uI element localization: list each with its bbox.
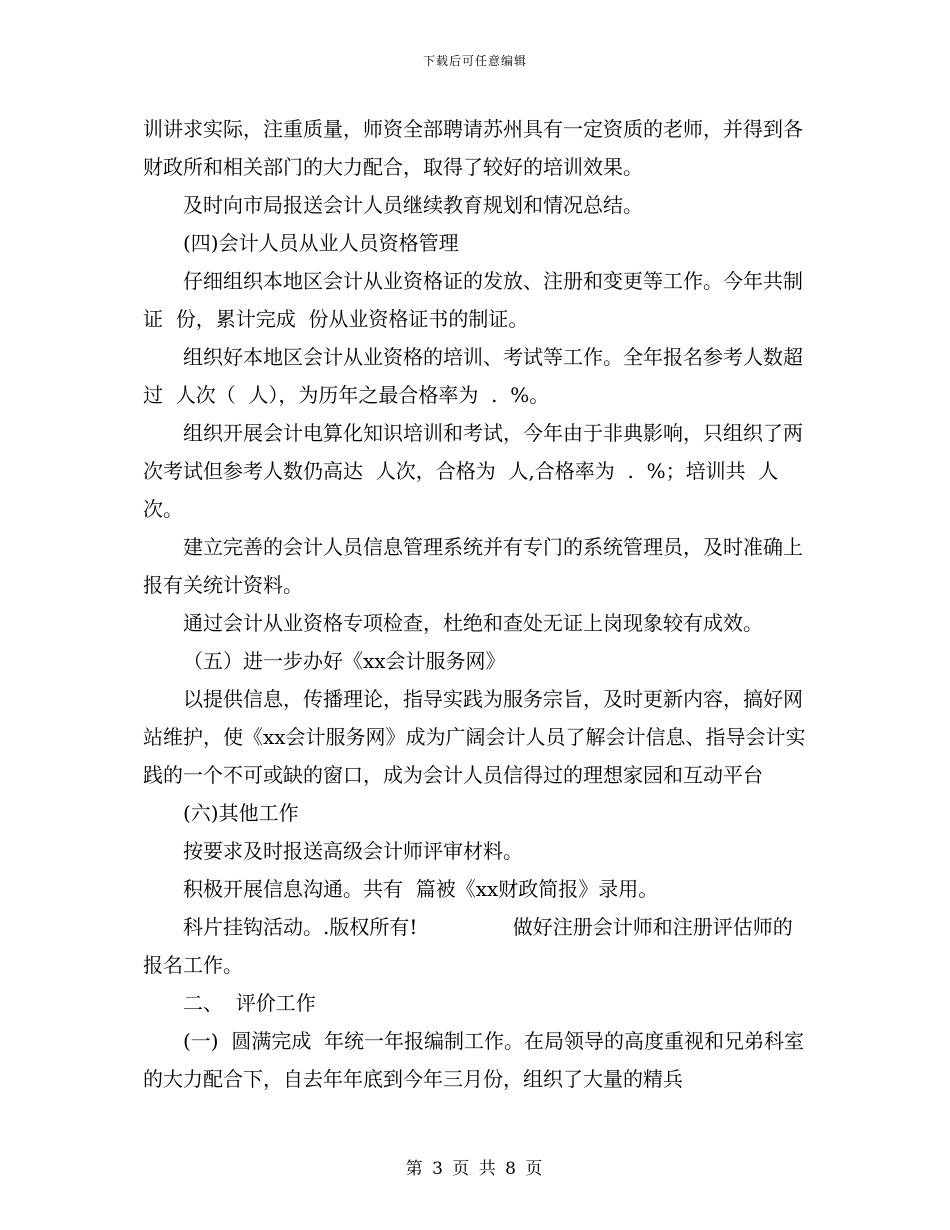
paragraph: 以提供信息，传播理论，指导实践为服务宗旨，及时更新内容，搞好网站维护，使《xx会计服务网》成为广阔会计人员了解会计信息、指导会计实践的一个不可或缺的窗口，成为会计人员信得过的理想家园和互动平台 xyxy=(143,687,806,787)
paragraph: 组织开展会计电算化知识培训和考试，今年由于非典影响，只组织了两次考试但参考人数仍高达 人次，合格为 人,合格率为 . %；培训共 人次。 xyxy=(143,421,803,521)
paragraph: (一) 圆满完成 年统一年报编制工作。在局领导的高度重视和兄弟科室的大力配合下，自去年年底到今年三月份，组织了大量的精兵 xyxy=(143,1029,805,1091)
paragraph: 通过会计从业资格专项检查，杜绝和查处无证上岗现象较有成效。 xyxy=(183,611,763,635)
document-body xyxy=(143,110,808,1098)
paragraph: 组织好本地区会计从业资格的培训、考试等工作。全年报名参考人数超过 人次（ 人），为历年之最合格率为 . %。 xyxy=(143,345,803,407)
section-heading: (四)会计人员从业人员资格管理 xyxy=(183,231,459,255)
paragraph: 科片挂钩活动。.版权所有! 做好注册会计师和注册评估师的报名工作。 xyxy=(143,915,793,977)
paragraph: 建立完善的会计人员信息管理系统并有专门的系统管理员，及时准确上报有关统计资料。 xyxy=(143,535,803,597)
paragraph: 仔细组织本地区会计从业资格证的发放、注册和变更等工作。今年共制证 份，累计完成 份从业资格证书的制证。 xyxy=(143,269,803,331)
page-header: 下载后可任意编辑 xyxy=(422,54,527,68)
page-footer: 第 3 页 共 8 页 xyxy=(405,1159,545,1179)
section-heading: （五）进一步办好《xx会计服务网》 xyxy=(183,649,506,673)
section-heading: (六)其他工作 xyxy=(183,801,299,825)
paragraph: 及时向市局报送会计人员继续教育规划和情况总结。 xyxy=(183,193,643,217)
paragraph: 按要求及时报送高级会计师评审材料。 xyxy=(183,839,523,863)
paragraph: 积极开展信息沟通。共有 篇被《xx财政简报》录用。 xyxy=(183,877,659,901)
section-heading: 二、 评价工作 xyxy=(183,991,316,1015)
paragraph: 训讲求实际，注重质量，师资全部聘请苏州具有一定资质的老师，并得到各财政所和相关部门的大力配合，取得了较好的培训效果。 xyxy=(143,117,803,179)
